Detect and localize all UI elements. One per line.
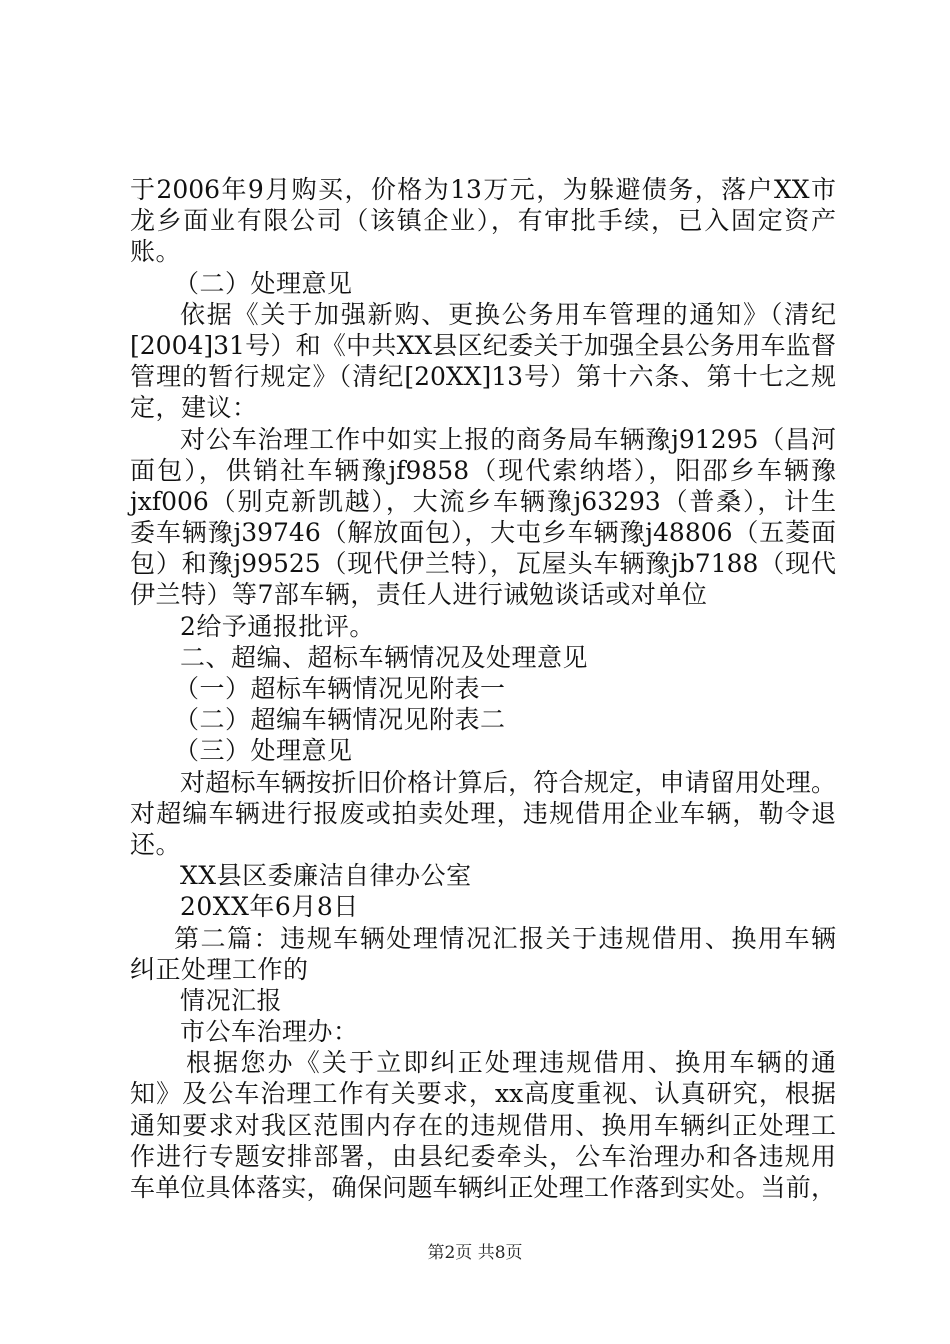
body-line: 2给予通报批评。 (180, 611, 375, 641)
section-heading: （三）处理意见 (174, 736, 353, 766)
body-line: 车单位具体落实，确保问题车辆纠正处理工作落到实处。当前， (130, 1173, 836, 1202)
body-line: 根据您办《关于立即纠正处理违规借用、换用车辆的通 (186, 1048, 836, 1078)
body-line: 账。 (130, 237, 182, 267)
body-line: 对超标车辆按折旧价格计算后，符合规定，申请留用处理。 (180, 767, 836, 797)
body-line: 管理的暂行规定》（清纪[20XX]13号）第十六条、第十七之规 (130, 362, 836, 392)
body-line: 包）和豫j99525（现代伊兰特），瓦屋头车辆豫jb7188（现代 (130, 549, 836, 579)
body-line: 面包），供销社车辆豫jf9858（现代索纳塔），阳邵乡车辆豫 (130, 455, 836, 485)
body-line: 定，建议： (130, 393, 258, 423)
page-number-footer: 第2页 共8页 (427, 1243, 523, 1263)
body-line: 作进行专题安排部署，由县纪委牵头，公车治理办和各违规用 (130, 1141, 836, 1171)
body-line: [2004]31号）和《中共XX县区纪委关于加强全县公务用车监督 (130, 330, 836, 360)
body-line: 于2006年9月购买，价格为13万元，为躲避债务，落户XX市 (130, 175, 836, 204)
body-line: 龙乡面业有限公司（该镇企业），有审批手续，已入固定资产 (130, 206, 836, 236)
body-line: 通知要求对我区范围内存在的违规借用、换用车辆纠正处理工 (130, 1110, 836, 1140)
section-heading: （二）处理意见 (174, 268, 353, 298)
section-heading: （二）超编车辆情况见附表二 (174, 705, 506, 735)
body-line: 对超编车辆进行报废或拍卖处理，违规借用企业车辆，勒令退 (130, 798, 836, 828)
body-line: 知》及公车治理工作有关要求，xx高度重视、认真研究，根据 (130, 1079, 836, 1109)
signature-office: XX县区委廉洁自律办公室 (180, 861, 472, 891)
body-line: 委车辆豫j39746（解放面包），大屯乡车辆豫j48806（五菱面 (130, 518, 836, 548)
chapter-title: 纠正处理工作的 (130, 954, 309, 984)
body-line: 伊兰特）等7部车辆，责任人进行诫勉谈话或对单位 (130, 580, 708, 610)
section-heading: （一）超标车辆情况见附表一 (174, 674, 506, 703)
body-line: 对公车治理工作中如实上报的商务局车辆豫j91295（昌河 (180, 424, 836, 454)
body-line: jxf006（别克新凯越），大流乡车辆豫j63293（普桑），计生 (130, 486, 836, 516)
body-line: 依据《关于加强新购、更换公务用车管理的通知》（清纪 (180, 299, 836, 329)
chapter-title: 第二篇：违规车辆处理情况汇报关于违规借用、换用车辆 (174, 923, 836, 953)
document-body (130, 174, 836, 1203)
section-heading: 二、超编、超标车辆情况及处理意见 (180, 642, 589, 672)
signature-date: 20XX年6月8日 (180, 892, 359, 922)
report-title: 情况汇报 (180, 985, 283, 1015)
body-line: 还。 (130, 829, 182, 859)
salutation: 市公车治理办： (180, 1017, 359, 1047)
